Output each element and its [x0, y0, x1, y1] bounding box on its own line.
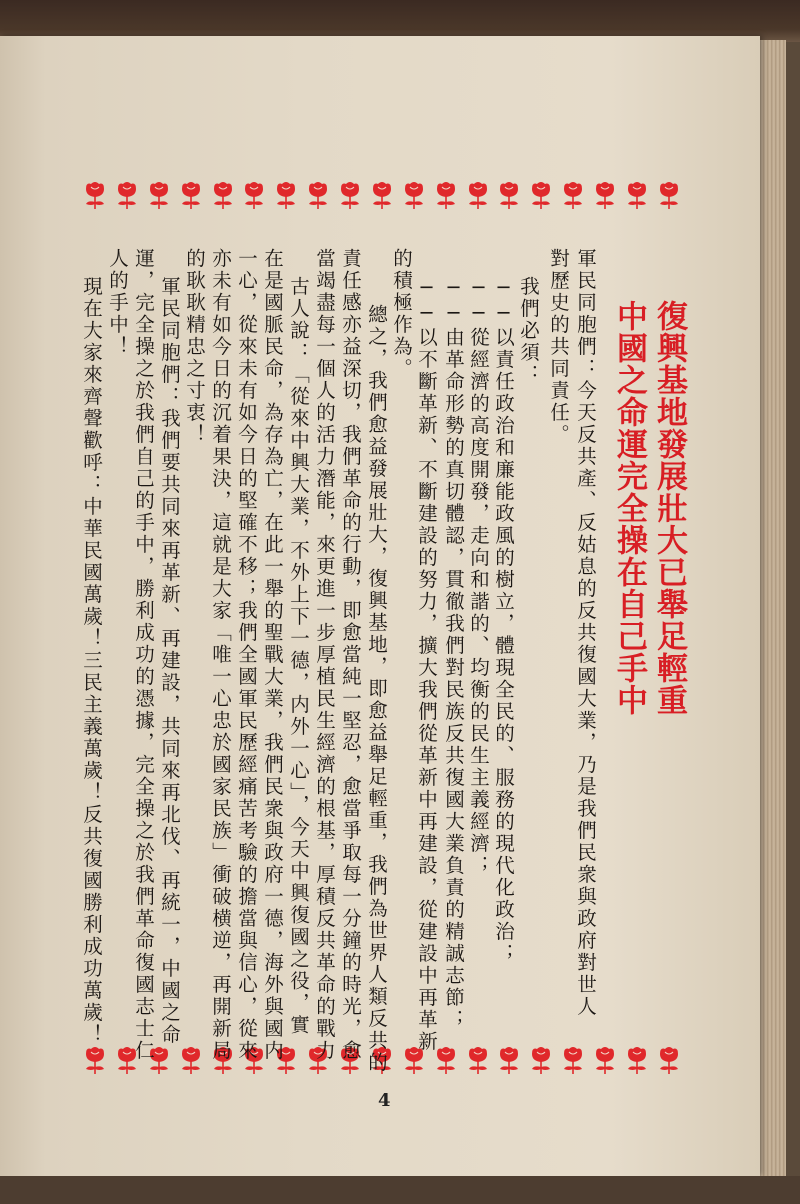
book-bottom-edge: [0, 1176, 800, 1204]
text-column: ──以不斷革新、不斷建設的努力，擴大我們從革新中再建設，從建設中再革新: [415, 276, 438, 1053]
red-flower-icon: [369, 180, 395, 210]
text-column: 人的手中！: [106, 248, 129, 358]
text-column: 當竭盡每一個人的活力潛能，來更進一步厚植民生經濟的根基，厚積反共革命的戰力: [313, 248, 336, 1062]
red-flower-icon: [560, 180, 586, 210]
text-column: 軍民同胞們：我們要共同來再革新、再建設，共同來再北伐、再統一，中國之命: [158, 276, 181, 1046]
red-flower-icon: [496, 1045, 522, 1075]
red-flower-icon: [465, 180, 491, 210]
text-column: 一心，從來未有如今日的堅確不移；我們全國軍民歷經痛苦考驗的擔當與信心，從來: [235, 248, 258, 1062]
red-flower-icon: [305, 180, 331, 210]
red-flower-icon: [496, 180, 522, 210]
red-flower-icon: [656, 180, 682, 210]
title-line-2: 中國之命運完全操在自己手中: [611, 300, 647, 716]
title-line-1: 復興基地發展壯大已舉足輕重: [651, 300, 687, 716]
text-column: 運，完全操之於我們自己的手中，勝利成功的憑據，完全操之於我們革命復國志士仁: [132, 248, 155, 1062]
red-flower-icon: [433, 180, 459, 210]
text-column: 責任感亦益深切，我們革命的行動，即愈當純一堅忍，愈當爭取每一分鐘的時光，愈: [339, 248, 362, 1062]
red-flower-icon: [241, 180, 267, 210]
red-flower-icon: [337, 180, 363, 210]
red-flower-icon: [624, 1045, 650, 1075]
red-flower-icon: [82, 180, 108, 210]
text-column: 軍民同胞們：今天反共產、反姑息的反共復國大業，乃是我們民衆與政府對世人: [574, 248, 597, 1018]
red-flower-icon: [178, 1045, 204, 1075]
red-flower-icon: [465, 1045, 491, 1075]
red-flower-icon: [273, 180, 299, 210]
text-column: 的積極作為。: [390, 248, 413, 380]
red-flower-icon: [401, 180, 427, 210]
red-flower-icon: [528, 180, 554, 210]
text-column: 古人說：「從來中興大業，不外上下一德，内外一心」，今天中興復國之役，實: [287, 276, 310, 1037]
red-flower-icon: [624, 180, 650, 210]
text-column: ──以責任政治和廉能政風的樹立，體現全民的、服務的現代化政治；: [492, 276, 515, 965]
red-flower-icon: [178, 180, 204, 210]
text-column: ──由革命形勢的真切體認，貫徹我們對民族反共復國大業負責的精誠志節；: [442, 276, 465, 1031]
red-flower-icon: [592, 1045, 618, 1075]
text-column: 現在大家來齊聲歡呼：中華民國萬歲！三民主義萬歲！反共復國勝利成功萬歲！: [80, 276, 103, 1046]
text-column: 亦未有如今日的沉着果決，這就是大家「唯一心忠於國家民族」衝破横逆，再開新局: [209, 248, 232, 1062]
text-column: 總之，我們愈益發展壯大，復興基地，即愈益舉足輕重，我們為世界人類反共的: [365, 304, 388, 1074]
text-column: 的耿耿精忠之寸衷！: [183, 248, 206, 446]
text-column: 我們必須：: [517, 276, 540, 386]
red-flower-icon: [528, 1045, 554, 1075]
text-column: ──從經濟的高度開發，走向和諧的、均衡的民生主義經濟；: [467, 276, 490, 877]
page-number: 4: [378, 1090, 391, 1111]
text-column: 在是國脈民命，為存為亡，在此一舉的聖戰大業，我們民衆與政府一德，海外與國内: [261, 248, 284, 1062]
red-flower-icon: [114, 180, 140, 210]
red-flower-icon: [656, 1045, 682, 1075]
red-flower-icon: [146, 180, 172, 210]
text-column: 對歷史的共同責任。: [547, 248, 570, 446]
top-flower-border: [82, 175, 682, 215]
red-flower-icon: [210, 180, 236, 210]
red-flower-icon: [82, 1045, 108, 1075]
red-flower-icon: [592, 180, 618, 210]
red-flower-icon: [560, 1045, 586, 1075]
